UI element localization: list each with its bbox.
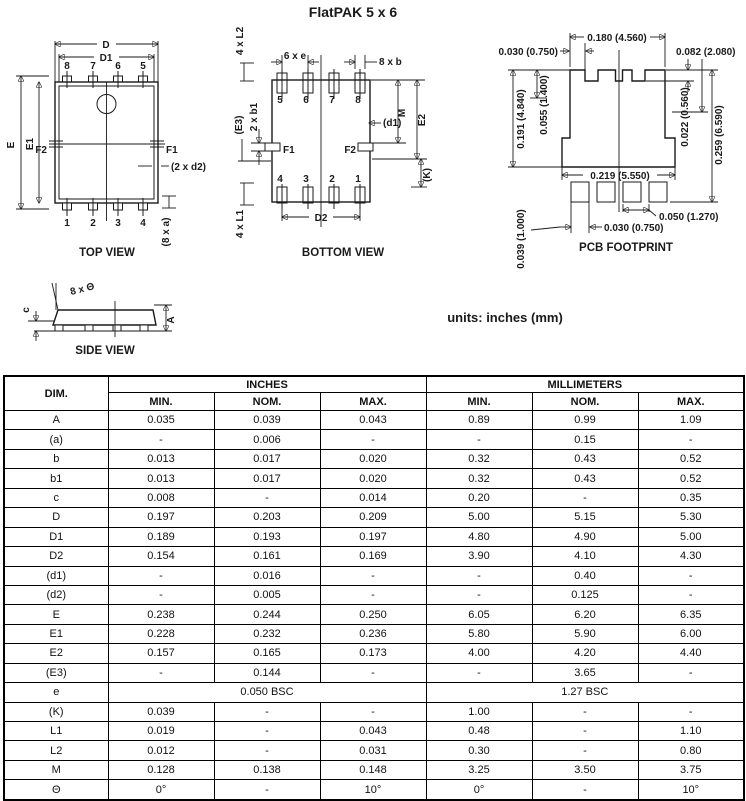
value-cell: 4.30 (638, 547, 744, 566)
table-row (4, 741, 744, 760)
value-cell: 6.35 (638, 605, 744, 624)
table-row (4, 566, 744, 585)
value-cell: 0.35 (638, 488, 744, 507)
top-view-caption: TOP VIEW (79, 247, 135, 259)
pin-number: 7 (329, 95, 335, 106)
dim-label-2xd2: (2 x d2) (171, 162, 207, 173)
dim-cell: D2 (4, 547, 108, 566)
value-cell: 0.016 (214, 566, 320, 585)
value-cell: 0.80 (638, 741, 744, 760)
table-row (4, 411, 744, 430)
value-cell: 0.209 (320, 508, 426, 527)
dim-cell: M (4, 760, 108, 779)
value-cell: 0.32 (426, 449, 532, 468)
value-cell: 0.014 (320, 488, 426, 507)
value-cell: 0.189 (108, 527, 214, 546)
value-cell: - (108, 430, 214, 449)
value-cell: 5.15 (532, 508, 638, 527)
table-row (4, 683, 744, 702)
value-cell: 0.144 (214, 663, 320, 682)
dim-label-8xa: (8 x a) (161, 217, 172, 247)
value-cell-span: 0.050 BSC (108, 683, 426, 702)
table-row (4, 449, 744, 468)
dim-cell: c (4, 488, 108, 507)
dim-label-notch-depth: 0.022 (0.560) (680, 87, 691, 147)
table-row (4, 722, 744, 741)
pin-number: 3 (303, 174, 309, 185)
side-view-geometry (28, 283, 172, 341)
value-cell: - (320, 585, 426, 604)
dim-cell: D (4, 508, 108, 527)
value-cell: - (638, 663, 744, 682)
value-cell: 5.00 (638, 527, 744, 546)
value-cell: 0.020 (320, 469, 426, 488)
value-cell: 0.148 (320, 760, 426, 779)
value-cell: 0.125 (532, 585, 638, 604)
value-cell: 0.197 (320, 527, 426, 546)
pin-number: 4 (140, 218, 146, 229)
value-cell: 0.238 (108, 605, 214, 624)
value-cell: 0.99 (532, 411, 638, 430)
value-cell: 6.00 (638, 624, 744, 643)
value-cell: 0.40 (532, 566, 638, 585)
dim-cell: (E3) (4, 663, 108, 682)
pin-number: 1 (355, 174, 361, 185)
value-cell: 3.50 (532, 760, 638, 779)
value-cell: 0.013 (108, 449, 214, 468)
dim-cell: D1 (4, 527, 108, 546)
value-cell: 0.039 (108, 702, 214, 721)
table-row (4, 585, 744, 604)
value-cell: - (532, 741, 638, 760)
value-cell: - (214, 780, 320, 800)
dim-cell: (a) (4, 430, 108, 449)
millimeters-group-header: MILLIMETERS (426, 376, 744, 393)
pin-number: 2 (90, 218, 96, 229)
table-row (4, 527, 744, 546)
value-cell: 4.10 (532, 547, 638, 566)
value-cell: 1.10 (638, 722, 744, 741)
pin-number: 4 (277, 174, 283, 185)
bottom-view-caption: BOTTOM VIEW (301, 247, 385, 259)
pin-number: 8 (64, 61, 70, 72)
value-cell: - (214, 488, 320, 507)
page-title: FlatPAK 5 x 6 (308, 4, 398, 20)
dim-label-pad-pitch: 0.050 (1.270) (659, 212, 719, 223)
value-cell: 0.15 (532, 430, 638, 449)
value-cell: 0.203 (214, 508, 320, 527)
pin-number: 5 (140, 61, 146, 72)
table-row (4, 508, 744, 527)
dim-label-d1: D1 (99, 53, 113, 64)
dim-table-body (4, 411, 744, 800)
dim-label-top-left: 0.030 (0.750) (498, 47, 558, 58)
table-row (4, 430, 744, 449)
value-cell: 0.154 (108, 547, 214, 566)
pin-number: 3 (115, 218, 121, 229)
dim-label-4xl1: 4 x L1 (235, 209, 246, 239)
value-cell: 3.65 (532, 663, 638, 682)
value-cell: 3.75 (638, 760, 744, 779)
col-header-nom: NOM. (214, 393, 320, 411)
value-cell: - (108, 566, 214, 585)
value-cell: 0.197 (108, 508, 214, 527)
dim-cell: (K) (4, 702, 108, 721)
value-cell: 5.90 (532, 624, 638, 643)
dim-label-d1: (d1) (383, 118, 402, 129)
col-header-max: MAX. (320, 393, 426, 411)
dim-label-right-outer: 0.259 (6.590) (714, 105, 725, 165)
value-cell: 0.250 (320, 605, 426, 624)
value-cell: - (532, 722, 638, 741)
units-note: units: inches (mm) (447, 310, 563, 325)
dim-label-m: M (397, 108, 408, 118)
label-f1: F1 (283, 145, 295, 156)
value-cell: 0.43 (532, 449, 638, 468)
value-cell: 0.48 (426, 722, 532, 741)
table-row (4, 488, 744, 507)
value-cell: 0.244 (214, 605, 320, 624)
dim-cell: e (4, 683, 108, 702)
value-cell: - (532, 780, 638, 800)
value-cell: 0.173 (320, 644, 426, 663)
top-view-diagram (5, 25, 235, 273)
value-cell: 0.89 (426, 411, 532, 430)
table-row (4, 469, 744, 488)
pin-number: 6 (303, 95, 309, 106)
value-cell: - (426, 566, 532, 585)
value-cell: 0.52 (638, 469, 744, 488)
value-cell: 0.32 (426, 469, 532, 488)
value-cell: 0.138 (214, 760, 320, 779)
table-row (4, 760, 744, 779)
value-cell: - (214, 702, 320, 721)
value-cell: - (426, 430, 532, 449)
pin-number: 5 (277, 95, 283, 106)
value-cell: 6.20 (532, 605, 638, 624)
value-cell: 0.236 (320, 624, 426, 643)
dim-label-d2: D2 (314, 213, 328, 224)
value-cell: 10° (638, 780, 744, 800)
value-cell: 0.228 (108, 624, 214, 643)
value-cell: - (638, 430, 744, 449)
col-header-min: MIN. (426, 393, 532, 411)
dim-cell: E1 (4, 624, 108, 643)
value-cell: 0.043 (320, 411, 426, 430)
dim-label-c: c (21, 307, 32, 313)
table-row (4, 780, 744, 800)
dim-cell: b1 (4, 469, 108, 488)
dimension-table (3, 375, 745, 801)
value-cell: 0.157 (108, 644, 214, 663)
value-cell: 4.20 (532, 644, 638, 663)
bottom-view-geometry (238, 55, 427, 227)
value-cell: 0.161 (214, 547, 320, 566)
dim-label-a: A (166, 316, 177, 324)
value-cell: - (426, 663, 532, 682)
value-cell: - (320, 702, 426, 721)
dim-cell: (d2) (4, 585, 108, 604)
dim-cell: A (4, 411, 108, 430)
dim-cell: E2 (4, 644, 108, 663)
dim-cell: L1 (4, 722, 108, 741)
pin-number: 1 (64, 218, 70, 229)
table-row (4, 644, 744, 663)
value-cell: 1.09 (638, 411, 744, 430)
value-cell: 3.90 (426, 547, 532, 566)
value-cell: - (214, 722, 320, 741)
dim-label-k: (K) (422, 168, 433, 182)
side-view-diagram (20, 275, 230, 365)
dim-label-6xe: 6 x e (283, 51, 307, 62)
label-f1: F1 (166, 145, 178, 156)
value-cell: 0° (426, 780, 532, 800)
value-cell: 0.043 (320, 722, 426, 741)
value-cell: 0.232 (214, 624, 320, 643)
value-cell: 0.020 (320, 449, 426, 468)
pin-number: 6 (115, 61, 121, 72)
value-cell: 4.80 (426, 527, 532, 546)
dim-cell: E (4, 605, 108, 624)
value-cell: 5.30 (638, 508, 744, 527)
dim-label-2xb1: 2 x b1 (249, 102, 260, 132)
pcb-footprint-diagram (480, 15, 746, 273)
dim-label-d: D (102, 40, 110, 51)
value-cell: 0.031 (320, 741, 426, 760)
pin-number: 7 (90, 61, 96, 72)
dim-label-top-right: 0.082 (2.080) (676, 47, 736, 58)
value-cell: 0.193 (214, 527, 320, 546)
top-view-geometry (16, 41, 176, 221)
value-cell: 0.52 (638, 449, 744, 468)
dim-label-e1: E1 (25, 137, 36, 151)
table-row (4, 624, 744, 643)
value-cell: - (320, 430, 426, 449)
dim-label-pad-gap: 0.030 (0.750) (604, 223, 664, 234)
label-f2: F2 (35, 145, 47, 156)
bottom-view-diagram (235, 25, 450, 273)
value-cell: 0.20 (426, 488, 532, 507)
dim-label-4xl2: 4 x L2 (235, 26, 246, 56)
value-cell: - (532, 488, 638, 507)
value-cell: 0.008 (108, 488, 214, 507)
value-cell-span: 1.27 BSC (426, 683, 744, 702)
pin-number: 2 (329, 174, 335, 185)
value-cell: 4.90 (532, 527, 638, 546)
dim-label-pad-width: 0.039 (1.000) (516, 209, 527, 269)
value-cell: 0.169 (320, 547, 426, 566)
value-cell: 0.017 (214, 469, 320, 488)
inches-group-header: INCHES (108, 376, 426, 393)
table-row (4, 663, 744, 682)
value-cell: 5.80 (426, 624, 532, 643)
dim-label-e2: E2 (417, 113, 428, 127)
value-cell: 0° (108, 780, 214, 800)
value-cell: - (320, 663, 426, 682)
value-cell: - (638, 702, 744, 721)
col-header-min: MIN. (108, 393, 214, 411)
value-cell: - (214, 741, 320, 760)
dim-column-header: DIM. (4, 376, 108, 411)
value-cell: 1.00 (426, 702, 532, 721)
value-cell: - (108, 663, 214, 682)
value-cell: 0.30 (426, 741, 532, 760)
value-cell: 0.012 (108, 741, 214, 760)
value-cell: - (638, 585, 744, 604)
value-cell: 0.039 (214, 411, 320, 430)
value-cell: 10° (320, 780, 426, 800)
label-f2: F2 (344, 145, 356, 156)
col-header-max: MAX. (638, 393, 744, 411)
value-cell: - (426, 585, 532, 604)
value-cell: 4.00 (426, 644, 532, 663)
dim-label-e3: (E3) (234, 115, 245, 135)
value-cell: - (320, 566, 426, 585)
dim-cell: Θ (4, 780, 108, 800)
table-row (4, 702, 744, 721)
dim-label-left-inner: 0.055 (1.400) (539, 75, 550, 135)
value-cell: 6.05 (426, 605, 532, 624)
dim-label-8xb: 8 x b (379, 57, 402, 68)
dim-label-top-width: 0.180 (4.560) (587, 33, 647, 44)
value-cell: - (638, 566, 744, 585)
value-cell: 0.165 (214, 644, 320, 663)
table-row (4, 547, 744, 566)
value-cell: 5.00 (426, 508, 532, 527)
dim-label-e: E (6, 141, 17, 149)
value-cell: 0.035 (108, 411, 214, 430)
value-cell: - (532, 702, 638, 721)
value-cell: 0.006 (214, 430, 320, 449)
value-cell: 0.128 (108, 760, 214, 779)
col-header-nom: NOM. (532, 393, 638, 411)
value-cell: 0.017 (214, 449, 320, 468)
dim-label-left-outer: 0.191 (4.840) (516, 89, 527, 149)
pin-number: 8 (355, 95, 361, 106)
dim-label-mid-width: 0.219 (5.550) (590, 171, 650, 182)
dim-cell: b (4, 449, 108, 468)
value-cell: 0.013 (108, 469, 214, 488)
dim-label-theta: 8 x Θ (69, 281, 96, 298)
value-cell: - (108, 585, 214, 604)
value-cell: 4.40 (638, 644, 744, 663)
dim-cell: (d1) (4, 566, 108, 585)
side-view-caption: SIDE VIEW (75, 345, 135, 357)
table-header (4, 376, 744, 411)
table-row (4, 605, 744, 624)
value-cell: 3.25 (426, 760, 532, 779)
value-cell: 0.43 (532, 469, 638, 488)
value-cell: 0.019 (108, 722, 214, 741)
dim-cell: L2 (4, 741, 108, 760)
value-cell: 0.005 (214, 585, 320, 604)
pcb-footprint-caption: PCB FOOTPRINT (579, 242, 673, 254)
